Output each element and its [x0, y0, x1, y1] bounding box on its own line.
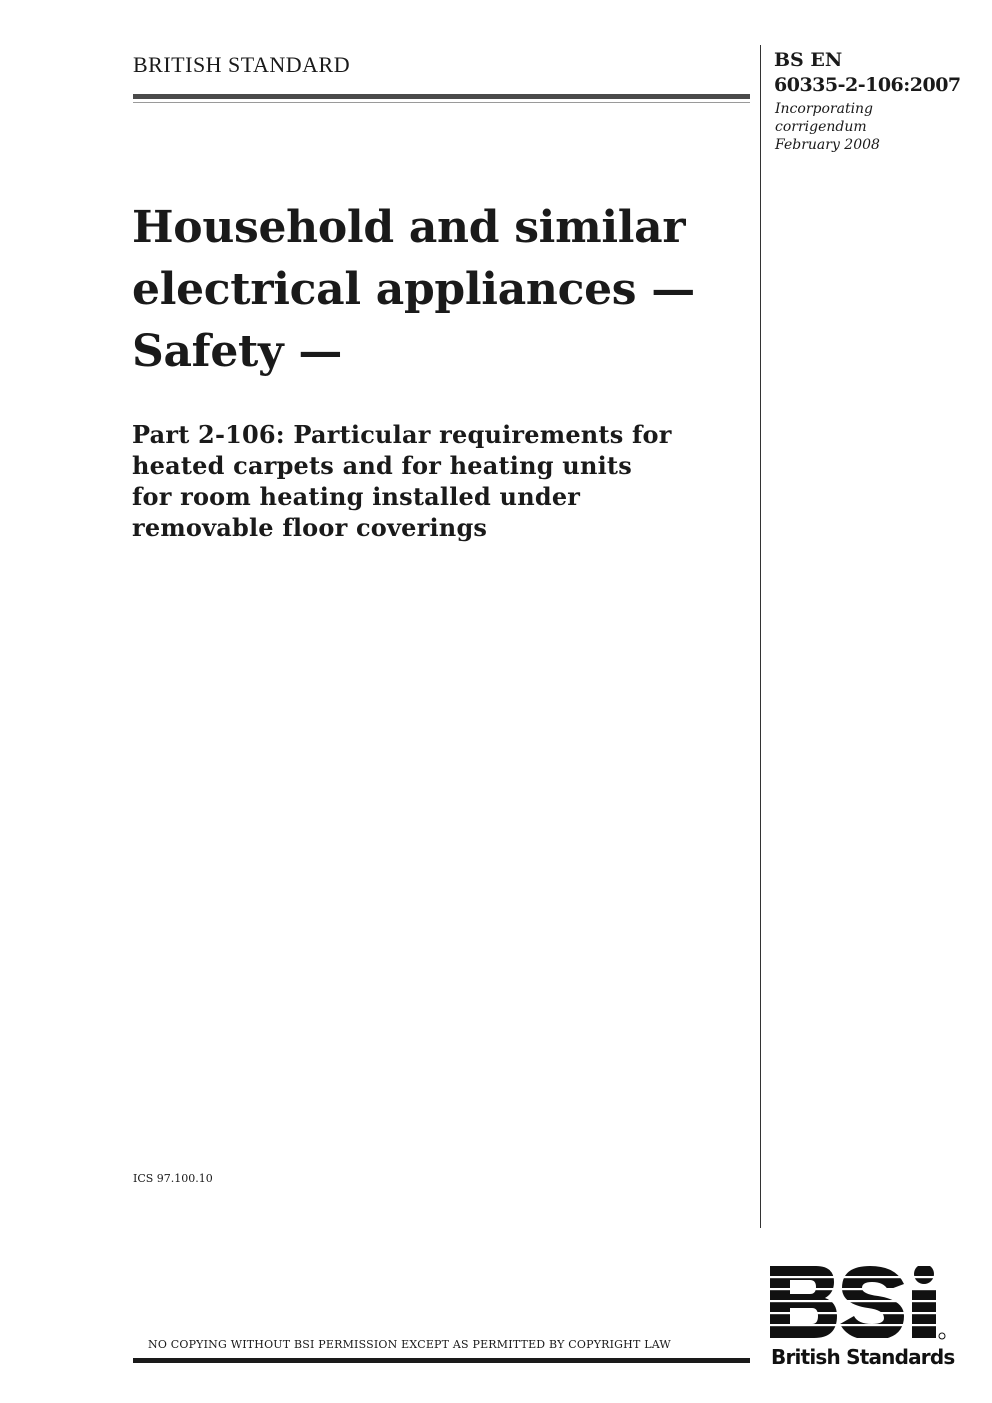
title-line: electrical appliances —: [132, 264, 695, 315]
ics-code: ICS 97.100.10: [133, 1172, 213, 1185]
corrigendum-note: [775, 100, 880, 154]
title-line: Safety —: [132, 326, 343, 377]
corrigendum-line: Incorporating: [775, 101, 874, 117]
corrigendum-line: February 2008: [775, 137, 880, 153]
copyright-notice: NO COPYING WITHOUT BSI PERMISSION EXCEPT AS PERMITTED BY COPYRIGHT LAW: [148, 1338, 671, 1351]
header-rule-thin: [133, 102, 750, 103]
header-rule-thick: [133, 94, 750, 99]
standard-number-prefix: BS EN: [774, 49, 843, 71]
document-title: [132, 197, 752, 383]
subtitle-line: heated carpets and for heating units: [132, 451, 632, 480]
corrigendum-line: corrigendum: [775, 119, 867, 135]
document-subtitle: [132, 419, 752, 543]
series-label: BRITISH STANDARD: [133, 52, 351, 77]
subtitle-line: for room heating installed under: [132, 482, 581, 511]
title-line: Household and similar: [132, 202, 686, 253]
subtitle-line: removable floor coverings: [132, 513, 488, 542]
standard-number-code: 60335-2-106:2007: [774, 74, 961, 96]
subtitle-line: Part 2-106: Particular requirements for: [132, 420, 672, 449]
footer-rule: [133, 1358, 750, 1363]
standard-number: [774, 48, 961, 98]
bsi-logo-caption: British Standards: [771, 1345, 955, 1369]
vertical-divider: [760, 45, 761, 1228]
